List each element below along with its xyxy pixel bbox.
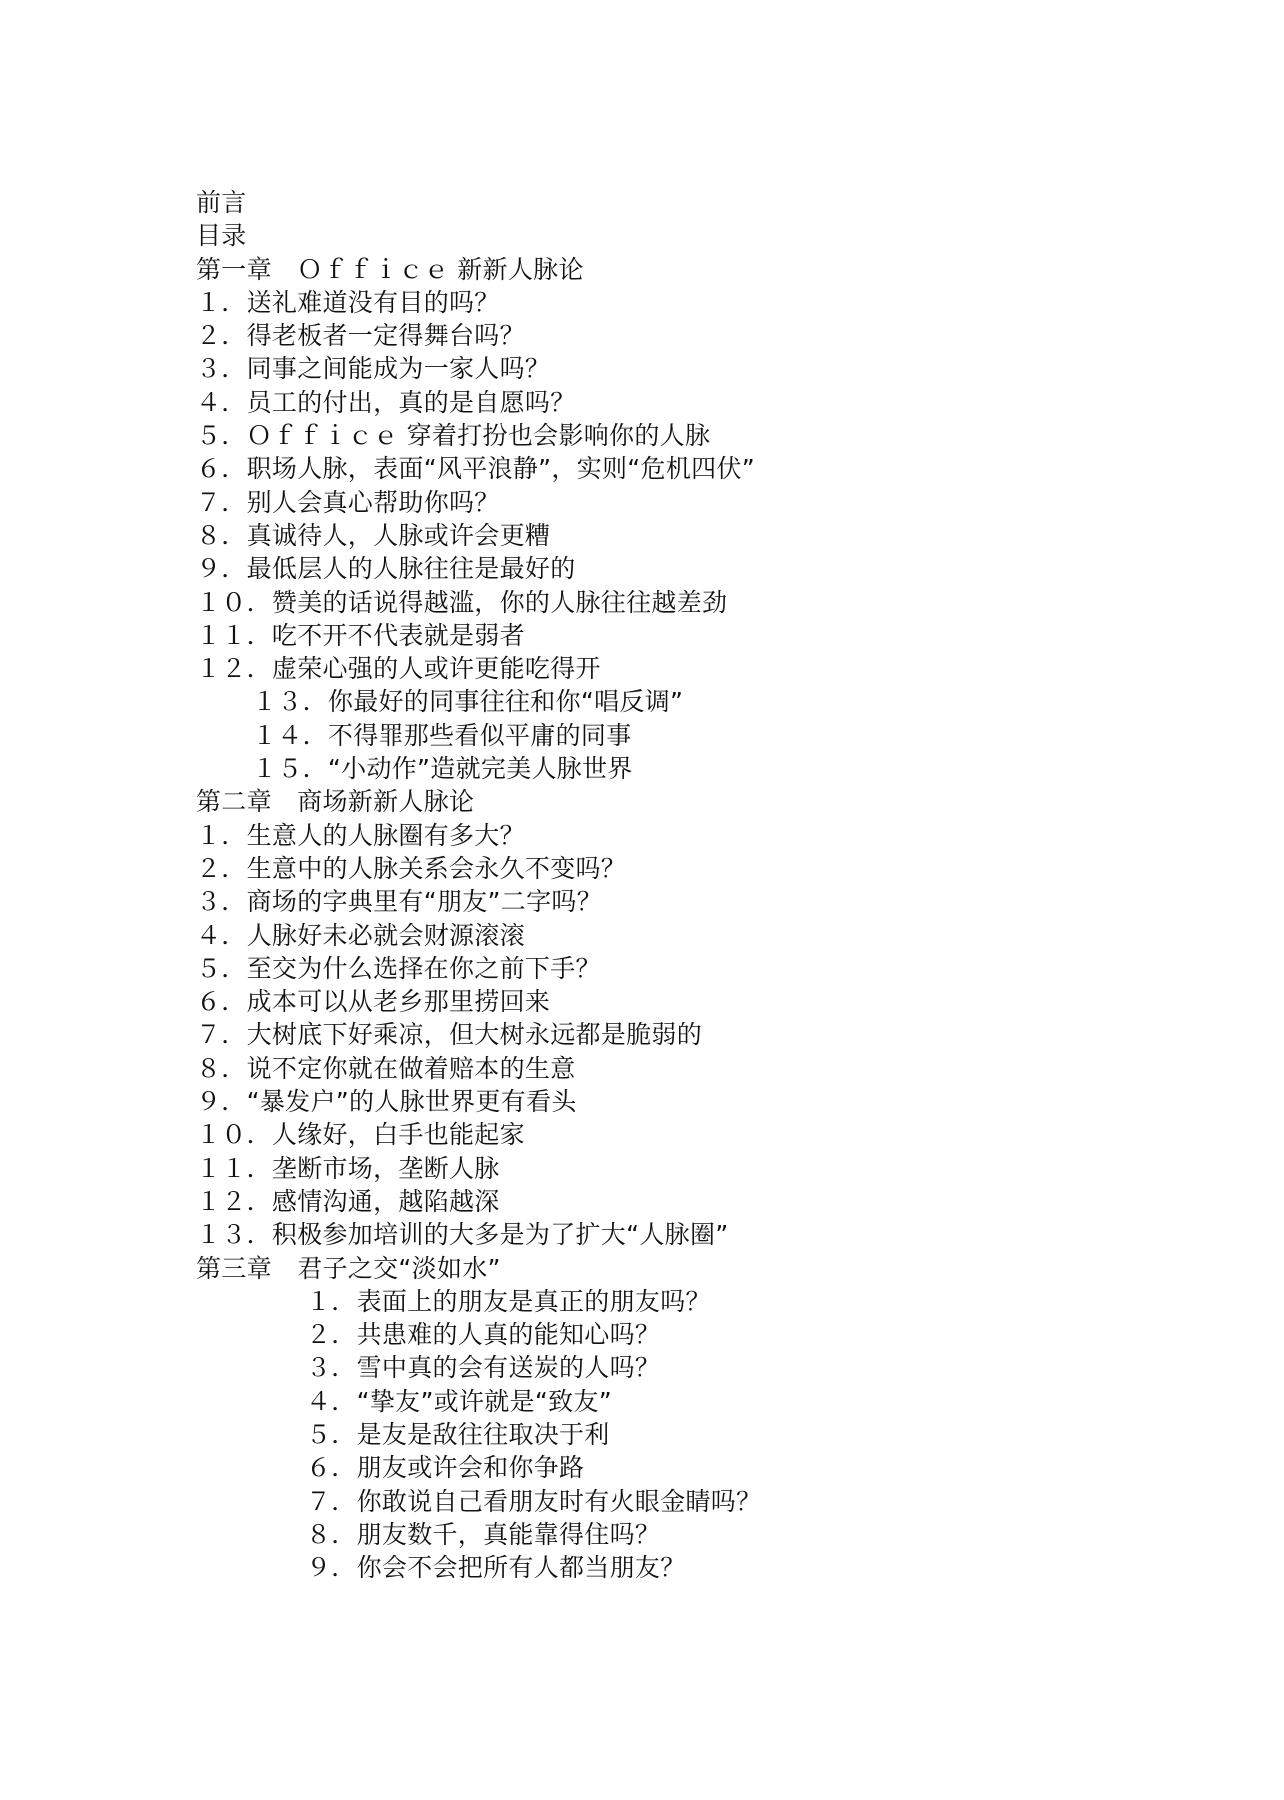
toc-entry: ２．共患难的人真的能知心吗？	[306, 1320, 661, 1350]
toc-entry: ６．职场人脉，表面“风平浪静”，实则“危机四伏”	[196, 454, 756, 484]
toc-entry: ６．成本可以从老乡那里捞回来	[196, 987, 551, 1017]
toc-entry: ２．得老板者一定得舞台吗？	[196, 321, 525, 351]
toc-entry: ５．是友是敌往往取决于利	[306, 1419, 610, 1449]
toc-entry: １５．“小动作”造就完美人脉世界	[252, 754, 633, 784]
toc-entry: ３．同事之间能成为一家人吗？	[196, 354, 551, 384]
toc-entry: ９．你会不会把所有人都当朋友？	[306, 1553, 686, 1583]
toc-heading: 第一章 Ｏｆｆｉｃｅ 新新人脉论	[196, 254, 584, 284]
toc-heading: 第三章 君子之交“淡如水”	[196, 1253, 501, 1283]
toc-entry: １．表面上的朋友是真正的朋友吗？	[306, 1286, 711, 1316]
toc-entry: １２．虚荣心强的人或许更能吃得开	[196, 654, 601, 684]
toc-entry: １２．感情沟通，越陷越深	[196, 1186, 500, 1216]
toc-entry: １３．你最好的同事往往和你“唱反调”	[252, 687, 684, 717]
toc-entry: １．生意人的人脉圈有多大？	[196, 820, 525, 850]
toc-entry: ４．员工的付出，真的是自愿吗？	[196, 387, 576, 417]
toc-entry: １１．吃不开不代表就是弱者	[196, 620, 525, 650]
toc-entry: １０．赞美的话说得越滥，你的人脉往往越差劲	[196, 587, 728, 617]
toc-entry: ８．说不定你就在做着赔本的生意	[196, 1053, 576, 1083]
toc-entry: ３．雪中真的会有送炭的人吗？	[306, 1353, 661, 1383]
toc-entry: ３．商场的字典里有“朋友”二字吗？	[196, 887, 603, 917]
toc-entry: ７．你敢说自己看朋友时有火眼金睛吗？	[306, 1486, 762, 1516]
toc-entry: ５．至交为什么选择在你之前下手？	[196, 953, 601, 983]
toc-heading: 前言	[196, 188, 247, 217]
toc-entry: ６．朋友或许会和你争路	[306, 1453, 585, 1483]
toc-entry: ４．人脉好未必就会财源滚滚	[196, 920, 525, 950]
toc-entry: ９．“暴发户”的人脉世界更有看头	[196, 1087, 577, 1117]
toc-entry: ２．生意中的人脉关系会永久不变吗？	[196, 853, 627, 883]
toc-entry: ７．别人会真心帮助你吗？	[196, 487, 500, 517]
toc-entry: １．送礼难道没有目的吗？	[196, 287, 500, 317]
toc-entry: １１．垄断市场，垄断人脉	[196, 1153, 500, 1183]
toc-heading: 目录	[196, 221, 247, 251]
toc-entry: １４．不得罪那些看似平庸的同事	[252, 720, 632, 750]
toc-heading: 第二章 商场新新人脉论	[196, 787, 475, 817]
toc-entry: ８．真诚待人，人脉或许会更糟	[196, 520, 551, 550]
toc-entry: ４．“挚友”或许就是“致友”	[306, 1386, 613, 1416]
toc-entry: １３．积极参加培训的大多是为了扩大“人脉圈”	[196, 1220, 729, 1250]
toc-entry: ７．大树底下好乘凉，但大树永远都是脆弱的	[196, 1020, 703, 1050]
toc-entry: ８．朋友数千，真能靠得住吗？	[306, 1519, 661, 1549]
toc-entry: １０．人缘好，白手也能起家	[196, 1120, 525, 1150]
toc-entry: ９．最低层人的人脉往往是最好的	[196, 554, 576, 584]
table-of-contents	[196, 186, 1196, 1584]
toc-entry: ５．Ｏｆｆｉｃｅ 穿着打扮也会影响你的人脉	[196, 421, 711, 451]
